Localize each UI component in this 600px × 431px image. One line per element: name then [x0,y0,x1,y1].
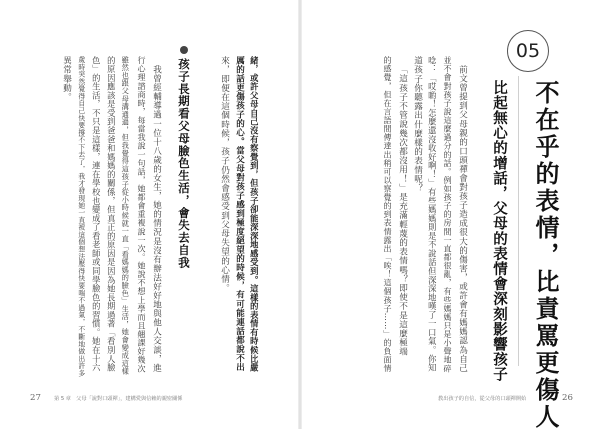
body-line: 我曾經輔導過一位十八歲的女生，她的情況是沒有辦法好好地與他人交談，進 [151,65,162,373]
running-footer-left: 第 5 章 父母「說對口頭禪」，建構愛與信賴的親密關係 [54,396,183,402]
body-line: 行心理諮商時，每當我說一句話，她都會重複說一次。她說不想上學而且翹課好幾次 [137,56,147,373]
body-line-emphasis: 緒，或許父母自己沒有察覺到，但孩子卻能深深地感受到。這樣的表情有時候比嚴 [249,56,260,373]
body-line: 道孩子你聽露出什麼樣的表情呢？ [412,56,423,193]
running-footer-right: 教出孩子的自信，從父母的口頭禪開始 [438,396,527,402]
body-line: 來，即便在這個時候，孩子仍然會感受到父母失望的心情。 [219,56,230,293]
chapter-title: 不在乎的表情，比責罵更傷人 [531,80,559,431]
subheading-bullet-icon [180,46,188,54]
body-line: 的感覺，但在言語間傳達出稍可以察覺的到表情露出「唉！這個孩子……」的負面情 [383,56,393,373]
page-number-left: 27 [30,393,41,403]
body-line: 的原因應該是受到爸爸和媽媽的關係，但真正的原因是因為她長期過著「看別人臉 [106,56,117,373]
book-gutter [298,0,302,429]
page-number-right: 26 [562,393,573,403]
body-line: 唸：「哎喲！怎麼還沒收好啊！」有些媽媽則是不說話但深深地嘆了一口氣。你知 [427,56,438,373]
body-line-emphasis: 厲的話更傷孩子的心。當父母對孩子感到極度絕望的時候，有可能連話都說不出 [234,56,245,372]
body-line: 雖然也跟父母溝通過，但我覺得這孩子從小時候就一直「看媽媽的臉色」生活，她會變成這樣 [121,56,131,375]
section-subheading: 孩子長期看父母臉色生活，會失去自我 [177,58,191,269]
body-line: 異常舉動。 [61,56,72,102]
title-divider [518,76,519,366]
body-line: 色」的生活，不只是這樣，連在學校也變成了看老師或同學臉色的習慣。她在十六 [91,56,102,373]
chapter-subtitle: 比起無心的增話，父母的表情會深刻影響孩子 [491,80,507,382]
body-line: 歲時突然覺得自己快要撐不下去了，我才發現她一直被這個想法壓得快要喘不過氣，不斷地做出許多 [76,56,85,377]
chapter-number-badge: 05 [507,30,549,72]
body-line: 並不會對孩子說這麼過分的話。例如孩子的房間一直都很亂，有些媽媽只是小聲地碎 [443,56,453,373]
body-line: 「這孩子不管說幾次都沒用！」是充滿輕蔑的表情嗎？即使不是這麼極端 [397,65,408,357]
body-line: 前文曾提到父母親的口頭禪會對孩子造成很大的傷害，或許會有媽媽認為自己 [457,65,468,373]
